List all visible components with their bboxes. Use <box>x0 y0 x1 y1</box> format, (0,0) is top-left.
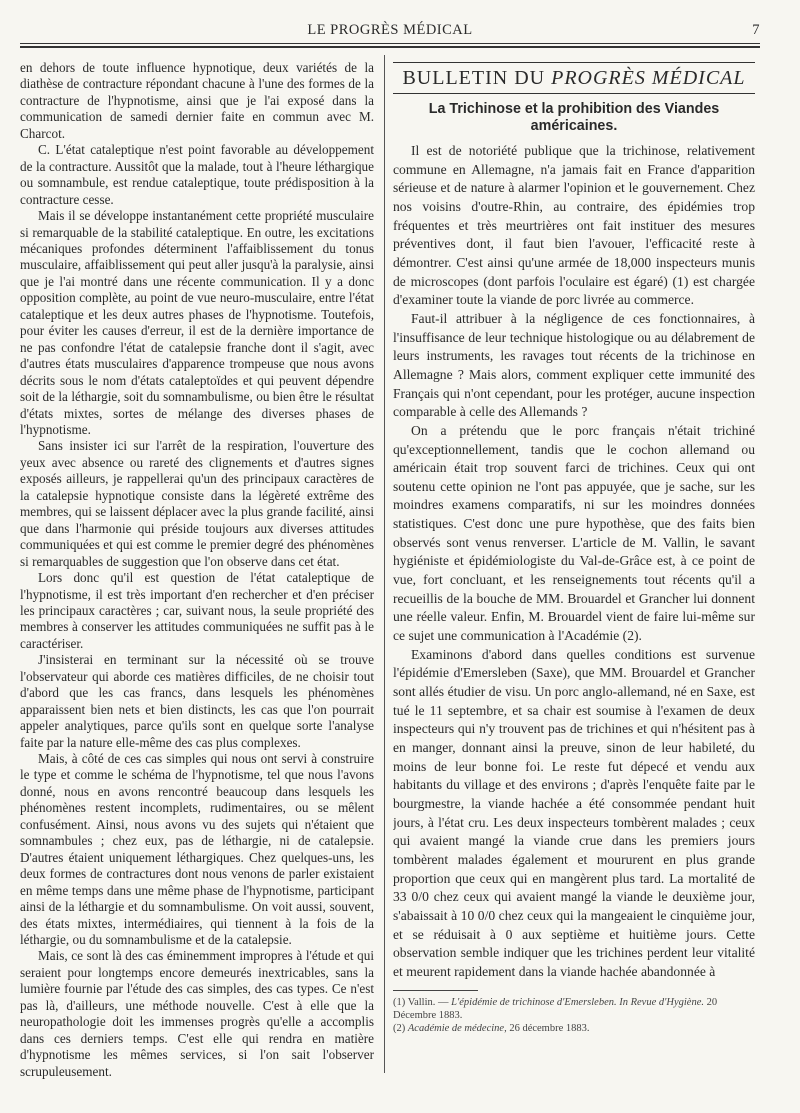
footnote-rule <box>393 990 478 991</box>
footnote-title: L'épidémie de trichinose d'Emersleben. In Revue d'Hygiène. <box>451 996 704 1008</box>
body-paragraph: Mais il se développe instantanément cette propriété musculaire si remarquable de la stabilité cataleptique. En outre, les excitations mécaniques profondes déterminent l'affaiblissement du tonus musculaire, affaiblissement qui peut aller jusqu'à la paralysie, ainsi que je l'ai montré dans une récente communication. Il y a donc opposition complète, au point de vue neuro-musculaire, entre l'état cataleptique et les deux autres phases de l'hypnotisme. Toutefois, pour éviter les causes d'erreur, il est de la dernière importance de ne pas confondre l'état de catalepsie franche dont il s'agit, avec d'autres états musculaires d'apparence trompeuse que nous avons décrits sous le nom d'états cataleptoïdes et qui peuvent dépendre soit de la léthargie, soit du somnambulisme, ou bien être le résultat d'états mixtes, sortes de mélange des diverses phases de l'hypnotisme. <box>20 208 374 437</box>
footnote-date: 26 décembre 1883. <box>509 1022 590 1034</box>
footnote-date: 20 Décembre 1883. <box>393 996 718 1021</box>
body-paragraph: Examinons d'abord dans quelles conditions est survenue l'épidémie d'Emersleben (Saxe), que MM. Brouardel et Grancher sont allés étudier de visu. Un porc anglo-allemand, né en Saxe, est tué le 11 septembre, et sa chair est soumise à l'examen de deux inspecteurs qui n'y trouvent pas de trichines et qui n'hésitent pas à en manger, donnant ainsi la preuve, sinon de leur habileté, du moins de leur bonne foi. Le reste fut dépecé et vendu aux habitants du village et des environs ; d'après l'enquête faite par le bourgmestre, la viande hachée a été consommée pendant huit jours, à l'état cru. Les deux inspecteurs tombèrent malades ; ceux qui avaient mangé la viande crue dans les premiers jours tombèrent malades également et moururent en plus grande proportion que ceux qui en mangèrent plus tard. La mortalité de 33 0/0 chez ceux qui avaient mangé la viande le deuxième jour, s'abaissait à 10 0/0 chez ceux qui la mangeaient le cinquième jour, et se réduisait à 0 aux septième et huitième jours. Cette observation semble indiquer que les trichines perdent leur vitalité et meurent rapidement dans la viande hachée abandonnée à <box>393 646 755 979</box>
header-rule <box>20 43 760 44</box>
body-paragraph: On a prétendu que le porc français n'était trichiné qu'exceptionnellement, tandis que le cochon allemand ou américain était trop souvent farci de trichines. Ceux qui ont soutenu cette opinion ne l'ont pas appuyée, que je sache, sur les moindres examens comparatifs, ni sur les moindres données statistiques. C'est donc une pure hypothèse, que des faits bien observés sont venus renverser. L'article de M. Vallin, le savant hygiéniste et épidémiologiste du Val-de-Grâce est, à ce point de vue, fort concluant, et les renseignements tout récents qu'il a recueillis de la bouche de MM. Brouardel et Grancher lui donnent une réelle valeur. Enfin, M. Brouardel vient de faire lui-même sur ce sujet une communication à l'Académie (2). <box>393 422 755 644</box>
body-paragraph: en dehors de toute influence hypnotique, deux variétés de la diathèse de contracture répondant chacune à l'une des formes de la contracture de l'hypnotisme, ainsi que je l'ai exposé dans la communication de samedi dernier faite en commun avec M. Charcot. <box>20 60 374 141</box>
footnote-number: (1) <box>393 996 406 1008</box>
bulletin-journal-name: PROGRÈS MÉDICAL <box>551 67 746 89</box>
footnote <box>393 996 755 1022</box>
page-header <box>20 22 760 42</box>
right-column <box>393 60 755 1080</box>
header-rule-double <box>20 46 760 48</box>
body-paragraph: Il est de notoriété publique que la trichinose, relativement commune en Allemagne, n'a jamais fait en France d'apparition sérieuse et de nature à alarmer l'opinion et le gouvernement. Chez nos voisins d'outre-Rhin, au contraire, des épidémies trop fréquentes et très meurtrières ont fait instituer des mesures préventives dont, il faut bien l'avouer, l'efficacité reste à démontrer. C'est ainsi qu'une armée de 18,000 inspecteurs munis de microscopes (dont parfois l'oculaire est égaré) (1) est chargée d'examiner toute la viande de porc livrée au commerce. <box>393 143 755 308</box>
bulletin-prefix: BULLETIN DU <box>402 67 546 89</box>
running-title: LE PROGRÈS MÉDICAL <box>307 22 473 38</box>
body-paragraph: Lors donc qu'il est question de l'état cataleptique de l'hypnotisme, il est très important d'en rechercher et d'en préciser les principaux caractères ; car, suivant nous, la seule propriété des membres à conserver les attitudes communiquées ne suffit pas à le caractériser. <box>20 570 374 651</box>
column-divider <box>384 55 385 1073</box>
body-paragraph: Sans insister ici sur l'arrêt de la respiration, l'ouverture des yeux avec absence ou rareté des clignements et d'autres signes exposés ailleurs, je rappellerai qu'un des principaux caractères de la catalepsie hypnotique consiste dans la légèreté extrême des membres, qui se laissent déplacer avec la plus grande facilité, ainsi que dans l'harmonie qui préside toujours aux diverses attitudes communiquées et qui est comme le premier degré des phénomènes si remarquables de suggestion que l'on observe dans cet état. <box>20 438 374 569</box>
footnote-author: Vallin. — <box>407 996 449 1008</box>
article-title: La Trichinose et la prohibition des Viandes américaines. <box>428 101 720 134</box>
body-paragraph: C. L'état cataleptique n'est point favorable au développement de la contracture. Aussitôt que la malade, tout à l'heure léthargique ou somnambule, est rendue cataleptique, toute prédisposition à la contracture cesse. <box>20 142 374 207</box>
footnote-title: Académie de médecine, <box>407 1022 507 1034</box>
body-paragraph: Mais, à côté de ces cas simples qui nous ont servi à construire le type et comme le schéma de l'hypnotisme, tel que nous l'avons donné, nous en avons rencontré beaucoup dans lesquels les phénomènes restent incomplets, rudimentaires, ou se mêlent confusément. Ainsi, nous avons vu des sujets qui n'étaient que somnambules ; chez eux, pas de léthargie, ni de catalepsie. D'autres étaient uniquement léthargiques. Chez quelques-uns, les deux formes de contractures dont nous venons de parler existaient en même temps dans une même phase de l'hypnotisme, participant ainsi de la léthargie et du somnambulisme. On voit aussi, souvent, des états mixtes, intermédiaires, qui tiennent à la fois de la léthargie, ou du somnambulisme et de la catalepsie. <box>20 751 374 948</box>
left-column <box>20 60 374 1080</box>
page-number: 7 <box>752 22 760 38</box>
body-paragraph: J'insisterai en terminant sur la nécessité où se trouve l'observateur qui aborde ces matières difficiles, de ne choisir tout d'abord que les cas francs, dans lesquels les phénomènes apparaissent bien nets et bien distincts, les cas que l'on pourrait appeler analytiques, parce qu'ils sont en quelque sorte l'analyse faite par la nature elle-même des cas plus complexes. <box>20 652 374 750</box>
footnote <box>393 1022 755 1035</box>
body-paragraph: Mais, ce sont là des cas éminemment impropres à l'étude et qui seraient pour longtemps encore demeurés inextricables, sans la lumière fournie par l'étude des cas simples, des cas types. Ce n'est pas là, d'ailleurs, une méthode nouvelle. C'est à elle que la neuropathologie doit les immenses progrès qu'elle a accomplis dans ces derniers temps. C'est elle qui rendra en matière d'hypnotisme les mêmes services, si l'on sait l'observer scrupuleusement. <box>20 948 374 1079</box>
bulletin-heading <box>393 62 755 94</box>
body-paragraph: Faut-il attribuer à la négligence de ces fonctionnaires, à l'insuffisance de leur technique histologique ou au délabrement de leurs instruments, les ravages tout récents de la trichinose en Allemagne ? Mais alors, comment expliquer cette immunité des Français qui n'ont cependant, pour les protéger, aucune inspection comparable à celle des Allemands ? <box>393 310 755 420</box>
footnote-number: (2) <box>393 1022 406 1034</box>
